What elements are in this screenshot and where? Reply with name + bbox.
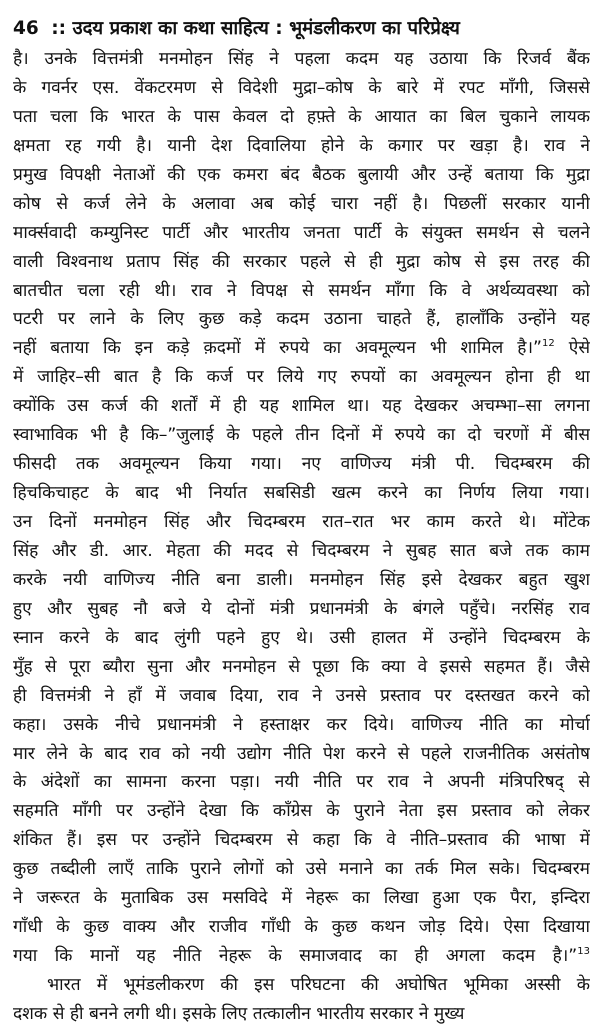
line-text: दशक से ही बनने लगी थी। इसके लिए तत्कालीन भारतीय सरकार ने मुख्य [13,1003,465,1024]
text-line [13,479,590,508]
text-line [13,971,590,1000]
text-line [13,711,590,740]
page-number: 46 [13,18,39,39]
line-text-after: ऐसे [554,338,590,359]
line-text: स्नान करने के बाद लुंगी पहने हुए थे। उसी हालत में उन्होंने चिदम्बरम के [13,627,590,648]
text-line [13,277,590,306]
line-text: गाँधी के कुछ वाक्य और राजीव गाँधी के कुछ कथन जोड़ दिये। ऐसा दिखाया [13,917,590,938]
text-line [13,797,590,826]
line-text: कोष से कर्ज लेने के अलावा अब कोई चारा नहीं है। पिछलीं सरकार यानी [13,193,590,214]
text-line [13,74,590,103]
line-text: उन दिनों मनमोहन सिंह और चिदम्बरम रात–रात भर काम करते थे। मोंटेक [13,512,590,532]
text-line [13,334,590,363]
text-line [13,768,590,797]
text-line [13,1000,590,1029]
footnote-marker: 13 [577,946,590,958]
line-text: पता चला कि भारत के पास केवल दो हफ़्ते के आयात का बिल चुकाने लायक [13,106,590,127]
head-separator: :: [51,18,66,39]
running-head [13,16,590,42]
text-line [13,624,590,653]
line-text: के अंदेशों का सामना करना पड़ा। नयी नीति पर राव ने अपनी मंत्रिपरिषद् से [13,772,590,793]
body-text [13,45,590,1029]
line-text: कुछ तब्दीली लाएँ ताकि पुराने लोगों को उसे मनाने का तर्क मिल सके। चिदम्बरम [13,859,590,880]
line-text: वाली विश्वनाथ प्रताप सिंह की सरकार पहले से ही मुद्रा कोष से इस तरह की [13,251,590,272]
text-line [13,421,590,450]
text-line [13,855,590,884]
line-text: मुँह से पूरा ब्यौरा सुना और मनमोहन से पूछा कि क्या वे इससे सहमत हैं। जैसे [13,656,590,677]
text-line [13,305,590,334]
text-line [13,595,590,624]
text-line [13,942,590,971]
line-text: मार लेने के बाद राव को नयी उद्योग नीति पेश करने से पहले राजनीतिक असंतोष [13,743,590,764]
line-text: स्वाभाविक भी है कि–”जुलाई के पहले तीन दिनों में रुपये का दो चरणों में बीस [13,425,590,446]
line-text: है। उनके वित्तमंत्री मनमोहन सिंह ने पहला कदम यह उठाया कि रिजर्व बैंक [13,49,590,69]
line-text: क्योंकि उस कर्ज की शर्तों में ही यह शामिल था। यह देखकर अचम्भा–सा लगना [13,396,590,417]
line-text: सहमति माँगी पर उन्होंने देखा कि काँग्रेस के पुराने नेता इस प्रस्ताव को लेकर [13,801,590,822]
line-text: कहा। उसके नीचे प्रधानमंत्री ने हस्ताक्षर कर दिये। वाणिज्य नीति का मोर्चा [13,714,590,735]
text-line [13,45,590,74]
line-text: पटरी पर लाने के लिए कुछ कड़े कदम उठाना चाहते हैं, हालाँकि उन्होंने यह [13,309,590,330]
text-line [13,653,590,682]
text-line [13,161,590,190]
text-line [13,363,590,392]
text-line [13,566,590,595]
line-text: प्रमुख विपक्षी नेताओं की एक कमरा बंद बैठक बुलायी और उन्हें बताया कि मुद्रा [13,164,590,185]
line-text: हिचकिचाहट के बाद भी निर्यात सबसिडी खत्म करने का निर्णय लिया गया। [13,483,590,504]
line-text: बातचीत चला रही थी। राव ने विपक्ष से समर्थन माँगा कि वे अर्थव्यवस्था को [13,280,590,301]
text-line [13,248,590,277]
text-line [13,508,590,537]
line-text: नहीं बताया कि इन कड़े क़दमों में रुपये का अवमूल्यन भी शामिल है।” [13,338,542,359]
book-title: उदय प्रकाश का कथा साहित्य : भूमंडलीकरण का परिप्रेक्ष्य [72,18,460,39]
text-line [13,190,590,219]
line-text: में जाहिर–सी बात है कि कर्ज पर लिये गए रुपयों का अवमूल्यन होना ही था [13,367,590,388]
text-line [13,740,590,769]
line-text: सिंह और डी. आर. मेहता की मदद से चिदम्बरम ने सुबह सात बजे तक काम [13,540,590,561]
line-text: गया कि मानों यह नीति नेहरू के समाजवाद का ही अगला कदम है।” [13,946,578,967]
text-line [13,682,590,711]
text-line [13,219,590,248]
footnote-marker: 12 [541,338,555,350]
line-text: शंकित हैं। इस पर उन्होंने चिदम्बरम से कहा कि वे नीति–प्रस्ताव की भाषा में [13,830,590,851]
line-text: क्षमता रह गयी है। यानी देश दिवालिया होने के कगार पर खड़ा है। राव ने [13,135,590,156]
line-text: ने जरूरत के मुताबिक उस मसविदे में नेहरू का लिखा हुआ एक पैरा, इन्दिरा [13,888,590,909]
line-text: के गवर्नर एस. वेंकटरमण से विदेशी मुद्रा–कोष के बारे में रपट माँगी, जिससे [13,77,590,98]
text-line [13,450,590,479]
text-line [13,826,590,855]
text-line [13,103,590,132]
line-text: ही वित्तमंत्री ने हाँ में जवाब दिया, राव ने उनसे प्रस्ताव पर दस्तखत करने को [13,685,590,706]
line-text: मार्क्सवादी कम्युनिस्ट पार्टी और भारतीय जनता पार्टी के संयुक्त समर्थन से चलने [13,222,590,243]
text-line [13,884,590,913]
line-text: हुए और सुबह नौ बजे ये दोनों मंत्री प्रधानमंत्री के बंगले पहुँचे। नरसिंह राव [13,598,590,619]
text-line [13,913,590,942]
line-text: करके नयी वाणिज्य नीति बना डाली। मनमोहन सिंह इसे देखकर बहुत खुश [13,569,590,590]
line-text: भारत में भूमंडलीकरण की इस परिघटना की अघोषित भूमिका अस्सी के [47,975,590,995]
text-line [13,392,590,421]
text-line [13,537,590,566]
line-text: फीसदी तक अवमूल्यन किया गया। नए वाणिज्य मंत्री पी. चिदम्बरम की [13,454,590,475]
text-line [13,132,590,161]
